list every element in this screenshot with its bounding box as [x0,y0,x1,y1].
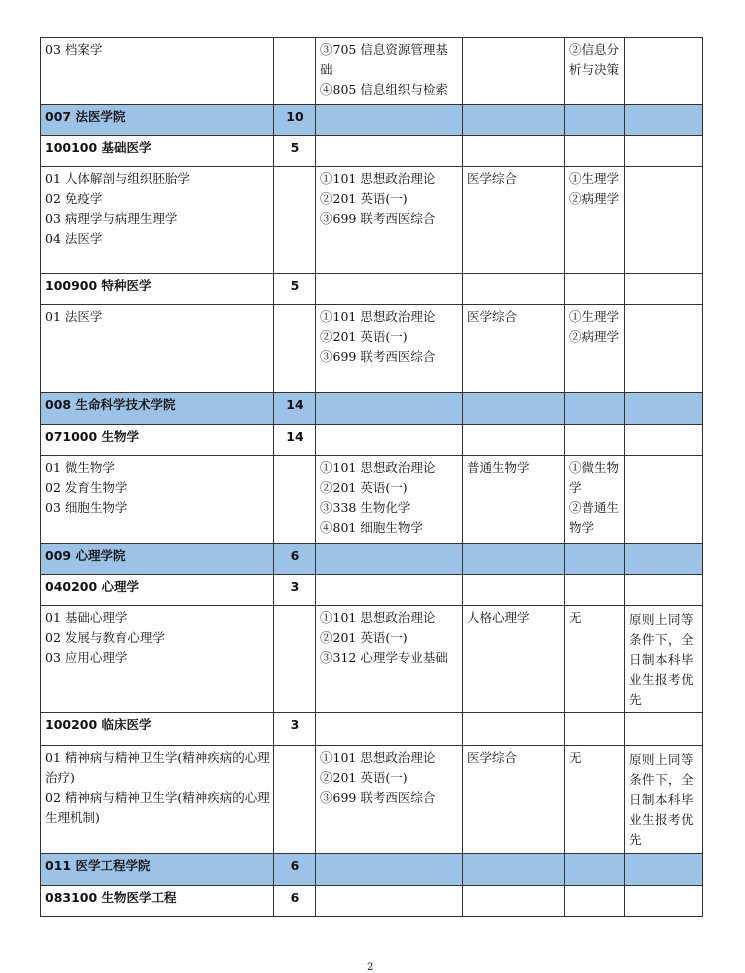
direction-row [41,305,703,393]
college-row [41,544,703,575]
remarks-cell: 原则上同等条件下，全日制本科毕业生报考优先 [625,746,703,854]
retest-subject-cell: 医学综合 [463,305,565,393]
direction-cell: 01 人体解剖与组织胚胎学 02 免疫学 03 病理学与病理生理学 04 法医学 [41,167,274,274]
college-quota: 10 [274,105,316,136]
direction-row [41,38,703,105]
major-quota: 3 [274,575,316,606]
college-row [41,393,703,425]
major-row [41,425,703,456]
major-quota: 14 [274,425,316,456]
major-name: 100100 基础医学 [41,136,274,167]
exam-subjects-cell: ①101 思想政治理论 ②201 英语(一) ③338 生物化学 ④801 细胞生物学 [316,456,463,544]
major-quota: 5 [274,136,316,167]
major-row [41,575,703,606]
major-quota: 5 [274,274,316,305]
direction-cell: 01 基础心理学 02 发展与教育心理学 03 应用心理学 [41,606,274,713]
addon-subjects-cell: ①微生物学 ②普通生物学 [565,456,625,544]
direction-cell: 01 法医学 [41,305,274,393]
direction-cell: 01 微生物学 02 发育生物学 03 细胞生物学 [41,456,274,544]
addon-subjects-cell: ①生理学 ②病理学 [565,167,625,274]
college-row [41,105,703,136]
retest-subject-cell: 医学综合 [463,746,565,854]
major-quota: 3 [274,713,316,746]
major-row [41,713,703,746]
addon-subjects-cell: 无 [565,606,625,713]
college-quota: 14 [274,393,316,425]
retest-subject-cell: 人格心理学 [463,606,565,713]
exam-subjects-cell: ①101 思想政治理论 ②201 英语(一) ③699 联考西医综合 [316,305,463,393]
enrollment-catalog-table [40,37,703,917]
addon-subjects-cell: ①生理学 ②病理学 [565,305,625,393]
direction-row [41,746,703,854]
major-row [41,274,703,305]
addon-subjects-cell: ②信息分析与决策 [565,38,625,105]
major-quota: 6 [274,886,316,917]
remarks-cell: 原则上同等条件下，全日制本科毕业生报考优先 [625,606,703,713]
major-name: 083100 生物医学工程 [41,886,274,917]
college-name: 007 法医学院 [41,105,274,136]
exam-subjects-cell: ①101 思想政治理论 ②201 英语(一) ③699 联考西医综合 [316,746,463,854]
page-number: 2 [367,962,374,973]
college-quota: 6 [274,854,316,886]
major-name: 100200 临床医学 [41,713,274,746]
college-name: 011 医学工程学院 [41,854,274,886]
addon-subjects-cell: 无 [565,746,625,854]
college-quota: 6 [274,544,316,575]
direction-row [41,167,703,274]
direction-row [41,456,703,544]
direction-cell: 01 精神病与精神卫生学(精神疾病的心理治疗) 02 精神病与精神卫生学(精神疾病的心理生理机制) [41,746,274,854]
exam-subjects-cell: ①101 思想政治理论 ②201 英语(一) ③699 联考西医综合 [316,167,463,274]
college-name: 009 心理学院 [41,544,274,575]
major-name: 071000 生物学 [41,425,274,456]
direction-cell: 03 档案学 [41,38,274,105]
direction-row [41,606,703,713]
major-name: 100900 特种医学 [41,274,274,305]
college-name: 008 生命科学技术学院 [41,393,274,425]
exam-subjects-cell: ①101 思想政治理论 ②201 英语(一) ③312 心理学专业基础 [316,606,463,713]
college-row [41,854,703,886]
exam-subjects-cell: ③705 信息资源管理基础 ④805 信息组织与检索 [316,38,463,105]
major-row [41,136,703,167]
major-name: 040200 心理学 [41,575,274,606]
retest-subject-cell: 医学综合 [463,167,565,274]
major-row [41,886,703,917]
retest-subject-cell: 普通生物学 [463,456,565,544]
